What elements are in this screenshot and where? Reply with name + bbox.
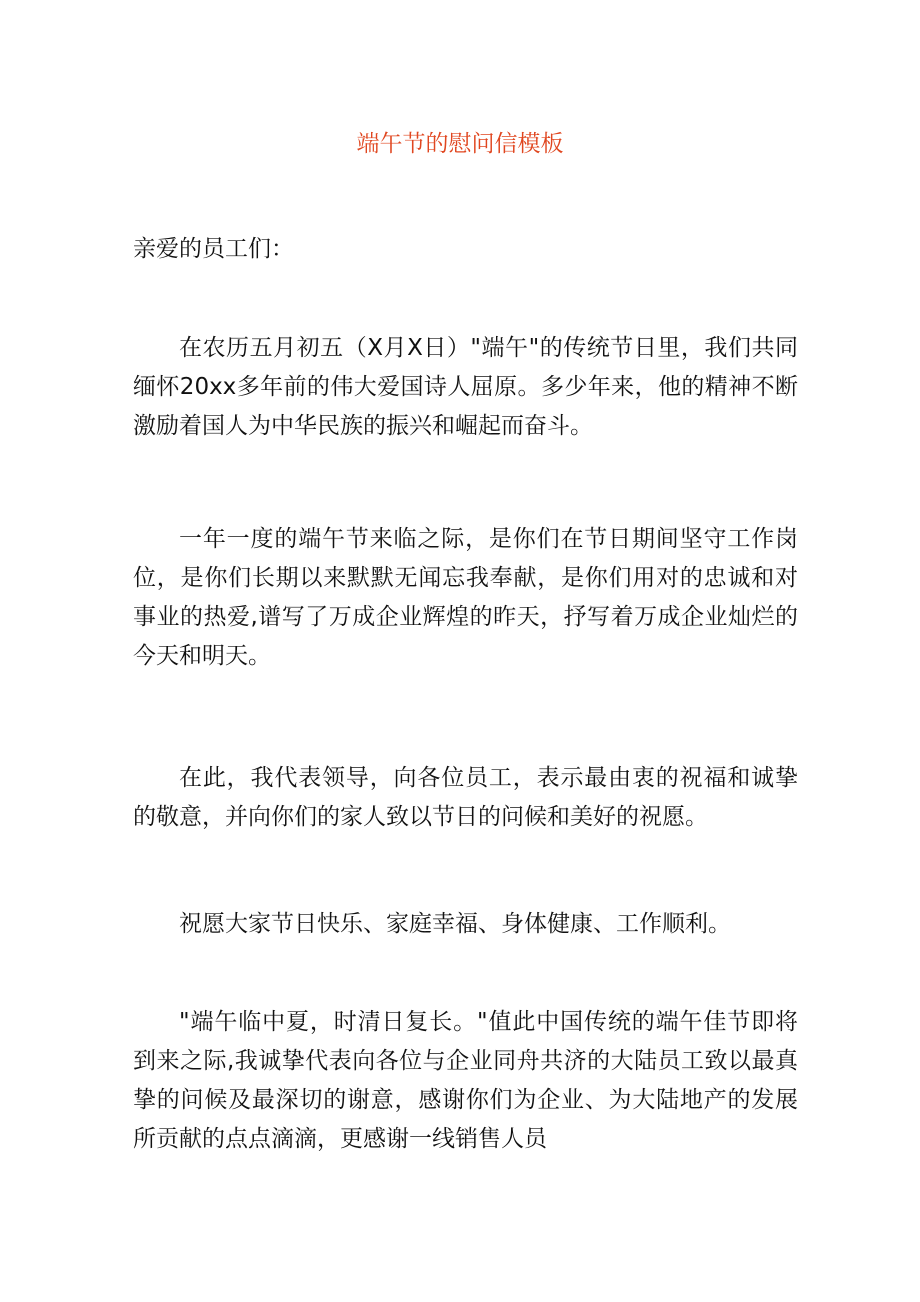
paragraph-3: 在此，我代表领导，向各位员工，表示最由衷的祝福和诚挚的敬意，并向你们的家人致以节日的问候和美好的祝愿。 — [133, 765, 798, 830]
paragraph-2: 一年一度的端午节来临之际，是你们在节日期间坚守工作岗位，是你们长期以来默默无闻忘我奉献，是你们用对的忠诚和对事业的热爱,谱写了万成企业辉煌的昨天，抒写着万成企业灿烂的今天和明天。 — [133, 526, 798, 669]
paragraph-4: 祝愿大家节日快乐、家庭幸福、身体健康、工作顺利。 — [179, 911, 731, 937]
paragraph-1: 在农历五月初五（X月X日）"端午"的传统节日里，我们共同缅怀20xx多年前的伟大爱国诗人屈原。多少年来，他的精神不断激励着国人为中华民族的振兴和崛起而奋斗。 — [133, 335, 798, 439]
paragraph-5: "端午临中夏，时清日复长。"值此中国传统的端午佳节即将到来之际,我诚挚代表向各位与企业同舟共济的大陆员工致以最真挚的问候及最深切的谢意，感谢你们为企业、为大陆地产的发展所贡献的点点滴滴，更感谢一线销售人员 — [133, 1009, 798, 1152]
greeting: 亲爱的员工们： — [133, 236, 294, 262]
document-title: 端午节的慰问信模板 — [356, 131, 564, 157]
